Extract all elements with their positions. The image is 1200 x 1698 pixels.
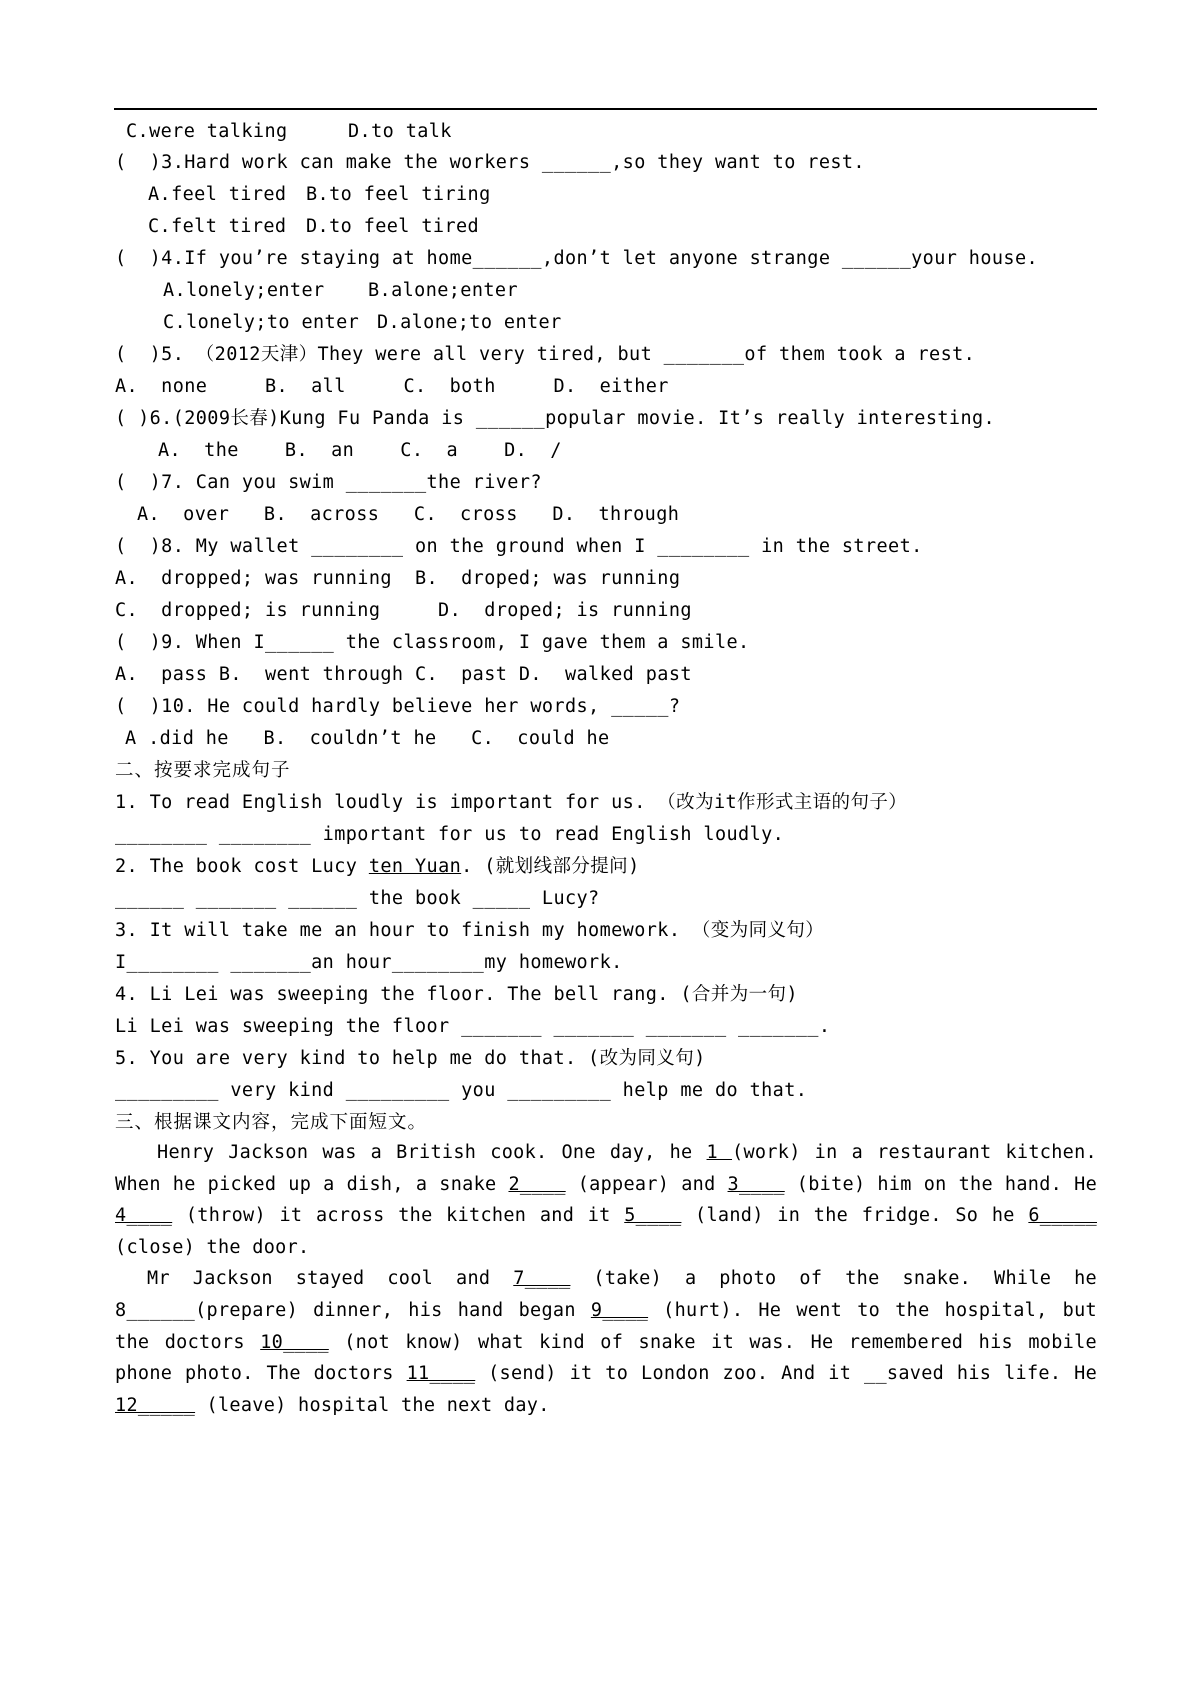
q2-option-c: C.were talking [126,121,288,142]
section2-item2-prompt: 2. The book cost Lucy ten Yuan. (就划线部分提问) [115,856,640,877]
q8-options-ab: A. dropped; was running B. droped; was running [115,568,681,589]
underlined-phrase: ten Yuan [368,856,462,877]
q5-options: A. none B. all C. both D. either [115,376,669,397]
q2-option-d: D.to talk [348,121,452,142]
section2-item3-prompt: 3. It will take me an hour to finish my homework. （变为同义句） [115,920,825,941]
section2-heading: 二、按要求完成句子 [115,760,291,781]
q6-stem: ( )6.(2009长春)Kung Fu Panda is ______popular movie. It’s really interesting. [115,408,996,429]
q3-option-b: B.to feel tiring [306,184,491,205]
q8-options-cd: C. dropped; is running D. droped; is running [115,600,692,621]
blank-10: 10____ [260,1331,329,1353]
q8-stem: ( )8. My wallet ________ on the ground when I ________ in the street. [115,536,923,557]
q4-stem: ( )4.If you’re staying at home______,don’t let anyone strange ______your house. [115,248,1039,269]
section2-item1-answer: ________ ________ important for us to read English loudly. [115,824,785,845]
q4-option-b: B.alone;enter [368,280,518,301]
q4-option-a: A.lonely;enter [163,280,325,301]
q4-option-d: D.alone;to enter [377,312,562,333]
blank-5: 5____ [624,1205,682,1227]
cloze-paragraph-1: Henry Jackson was a British cook. One day, he 1 (work) in a restaurant kitchen. When he picked up a dish, a snake 2____ (appear) and 3____ (bite) him on the hand. He 4____ (throw) it across the kitchen and it 5____ (land) in the fridge. So he 6_____ (close) the door. [115,1142,1098,1258]
section2-item1-prompt: 1. To read English loudly is important for us. （改为it作形式主语的句子） [115,792,908,813]
q3-option-d: D.to feel tired [306,216,480,237]
q10-options: A .did he B. couldn’t he C. could he [125,728,610,749]
blank-1: 1 [706,1142,733,1163]
blank-7: 7____ [513,1268,571,1290]
section2-item5-prompt: 5. You are very kind to help me do that. (改为同义句) [115,1048,706,1069]
blank-6: 6_____ [1028,1205,1097,1227]
q10-stem: ( )10. He could hardly believe her words, _____? [115,696,681,717]
section2-item2-answer: ______ _______ ______ the book _____ Lucy? [115,888,600,909]
q3-option-a: A.feel tired [148,184,287,205]
q6-options: A. the B. an C. a D. / [158,440,562,461]
blank-4: 4____ [115,1205,173,1227]
blank-unnumbered: __ [864,1363,887,1385]
section2-item5-answer: _________ very kind _________ you _________ help me do that. [115,1080,808,1101]
q7-options: A. over B. across C. cross D. through [137,504,680,525]
section3-heading: 三、根据课文内容，完成下面短文。 [115,1112,428,1133]
section2-item4-answer: Li Lei was sweeping the floor _______ _______ _______ _______. [115,1016,831,1037]
q3-option-c: C.felt tired [148,216,287,237]
cloze-passage [115,1137,1097,1421]
section2-item3-answer: I________ _______an hour________my homework. [115,952,623,973]
section2-item4-prompt: 4. Li Lei was sweeping the floor. The bell rang. (合并为一句) [115,984,798,1005]
q7-stem: ( )7. Can you swim _______the river? [115,472,542,493]
header-rule [114,108,1097,110]
q3-stem: ( )3.Hard work can make the workers ______,so they want to rest. [115,152,865,173]
q4-option-c: C.lonely;to enter [163,312,360,333]
blank-12: 12_____ [115,1394,196,1416]
blank-9: 9____ [590,1299,649,1321]
blank-2: 2____ [508,1173,566,1195]
blank-11: 11____ [406,1363,476,1385]
q9-stem: ( )9. When I______ the classroom, I gave them a smile. [115,632,750,653]
q5-stem: ( )5. （2012天津）They were all very tired, but _______of them took a rest. [115,344,976,365]
cloze-paragraph-2: Mr Jackson stayed cool and 7____ (take) a photo of the snake. While he 8______(prepare) dinner, his hand began 9____ (hurt). He went to the hospital, but the doctors 10____ (not know) what kind of snake it was. He remembered his mobile phone photo. The doctors 11____ (send) it to London zoo. And it __saved his life. He 12_____ (leave) hospital the next day. [115,1268,1098,1416]
blank-3: 3____ [727,1173,785,1195]
q9-options: A. pass B. went through C. past D. walked past [115,664,692,685]
